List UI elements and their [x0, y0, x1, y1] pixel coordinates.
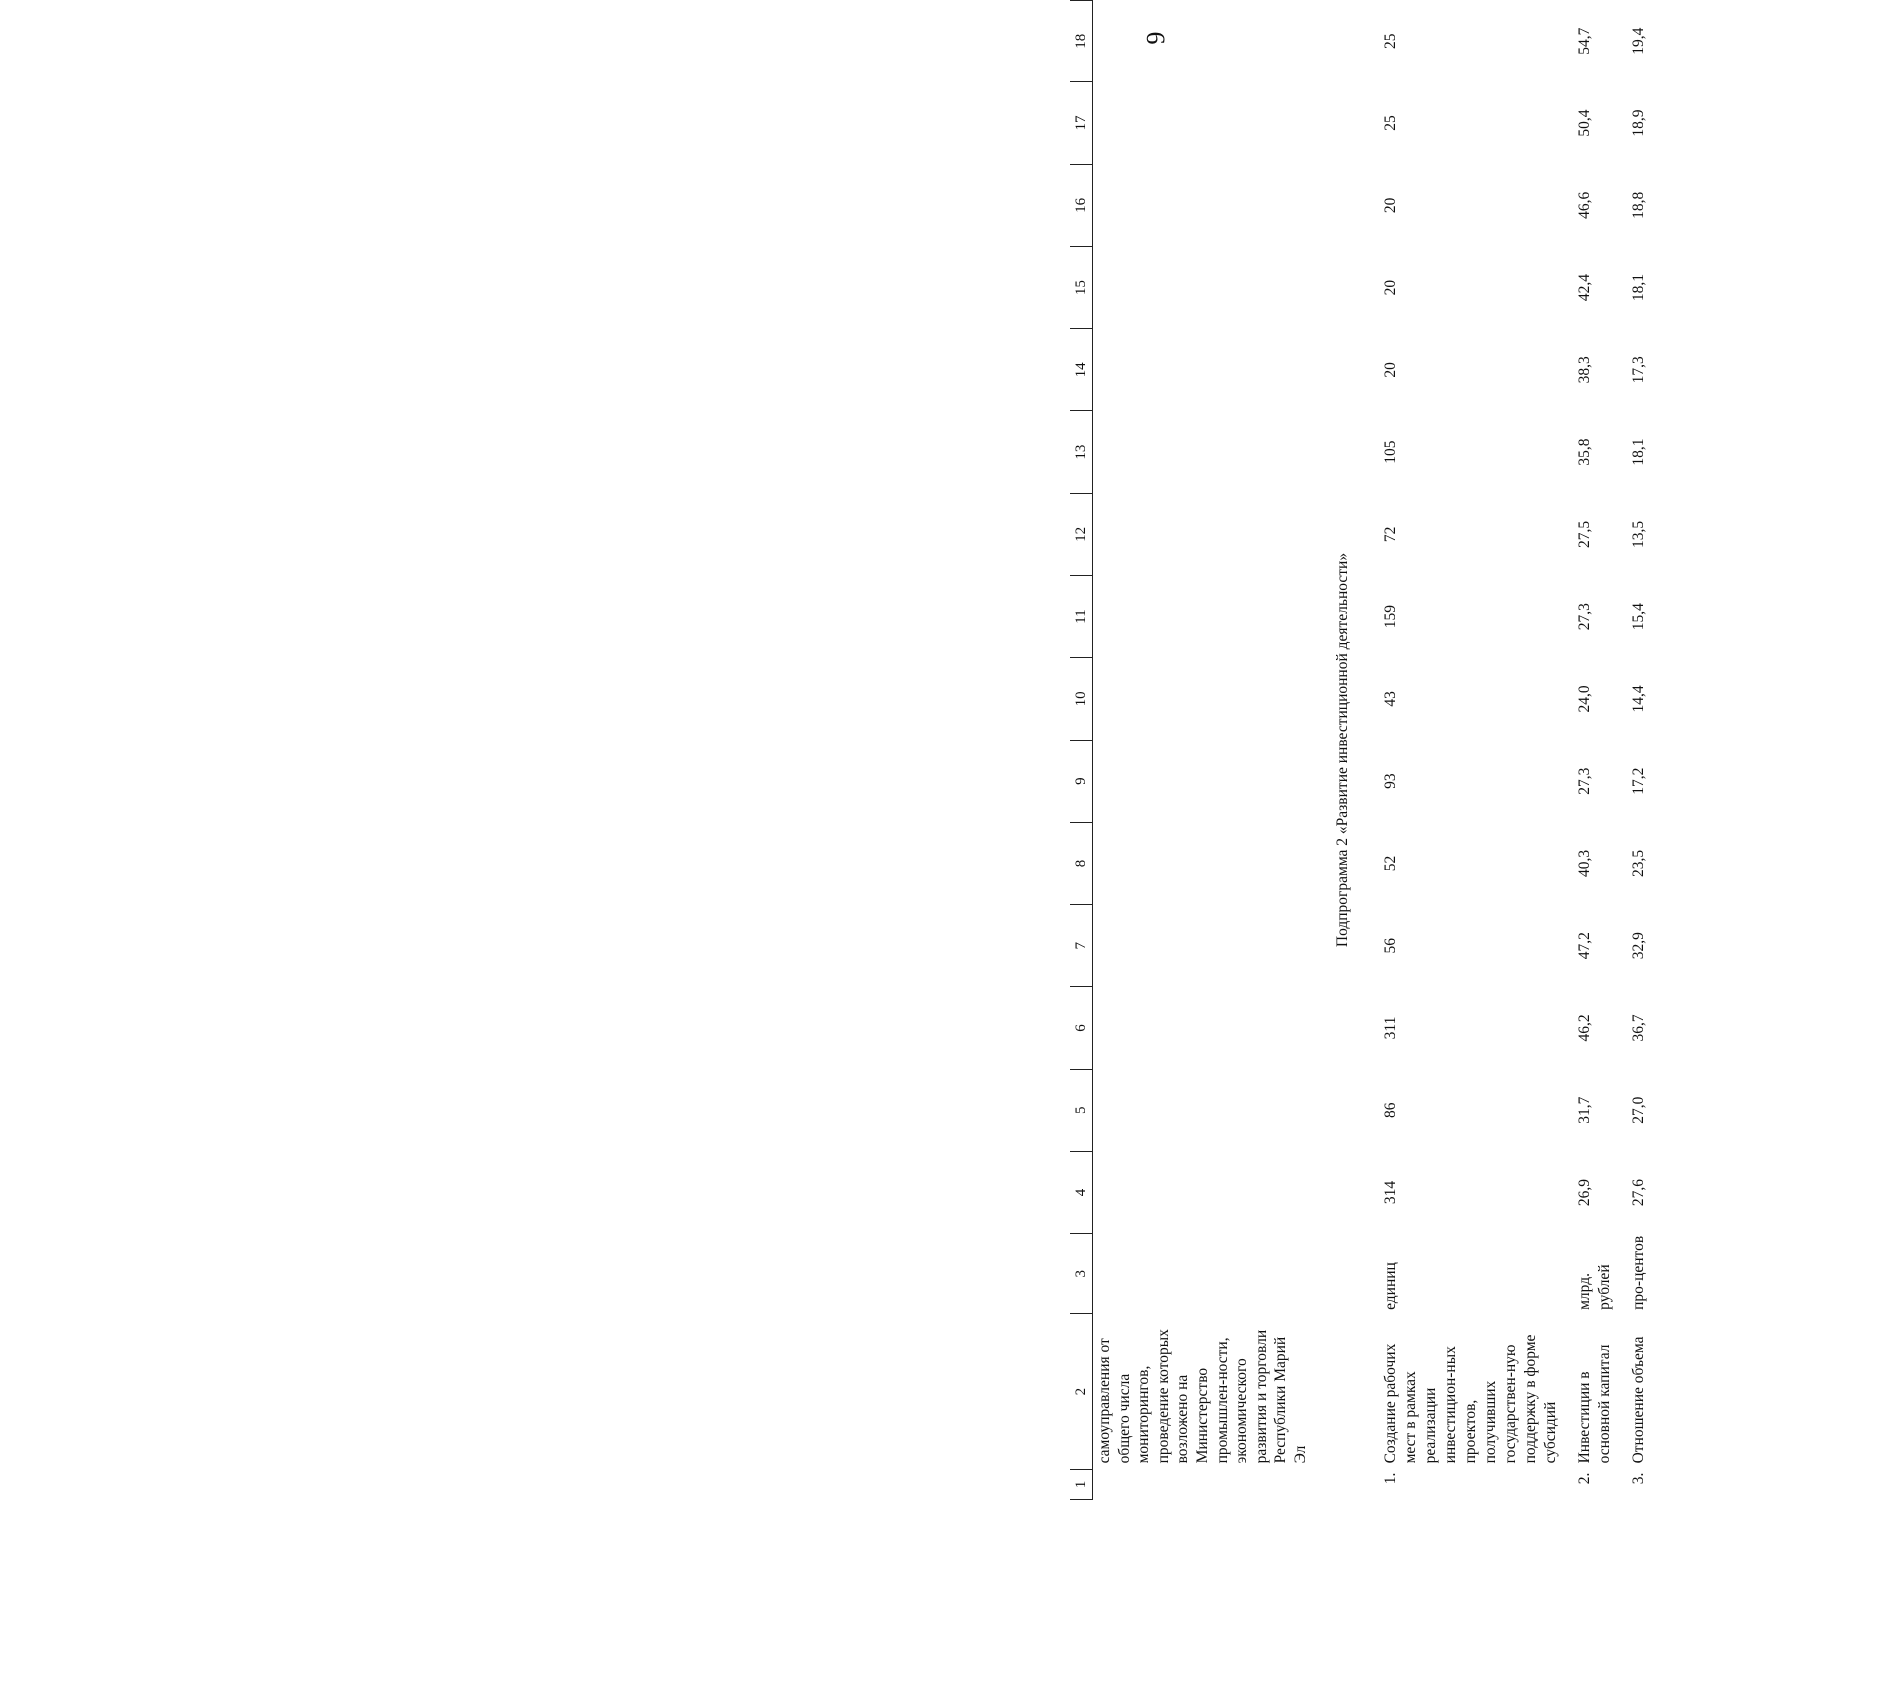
value-cell: 27,3 [1575, 767, 1593, 795]
col-header: 16 [1070, 164, 1093, 246]
value-cell: 159 [1381, 605, 1399, 629]
value-cell: 27,5 [1575, 520, 1593, 548]
value-cell: 40,3 [1575, 849, 1593, 877]
col-header: 17 [1070, 82, 1093, 164]
value-cell: 46,2 [1575, 1014, 1593, 1042]
value-cell: 56 [1381, 937, 1399, 954]
indicators-table [1070, 0, 1649, 1500]
col-header: 18 [1070, 1, 1093, 82]
table-row-continued [1093, 1, 1311, 1500]
value-cell: 20 [1381, 197, 1399, 214]
value-cell: 42,4 [1575, 274, 1593, 302]
value-cell: 24,0 [1575, 685, 1593, 713]
col-header: 11 [1070, 576, 1093, 658]
unit: млрд. рублей [1575, 1264, 1613, 1310]
value-cell: 36,7 [1629, 1014, 1647, 1042]
value-cell: 25 [1381, 115, 1399, 131]
indicator-name: Создание рабочих мест в рамках реализации инвестицион-ных проектов, получивших государствен-ную поддержку в форме субсидий [1381, 1334, 1559, 1464]
value-cell: 14,4 [1629, 685, 1647, 713]
value-cell: 27,6 [1629, 1178, 1647, 1207]
table-row [1569, 1, 1615, 1500]
column-number-row [1070, 1, 1093, 1500]
indicator-name: Отношение объема [1629, 1336, 1647, 1464]
value-cell: 18,1 [1629, 274, 1647, 302]
value-cell: 27,0 [1629, 1096, 1647, 1124]
unit: про-центов [1629, 1235, 1647, 1310]
col-header: 3 [1070, 1234, 1093, 1314]
value-cell: 18,9 [1629, 109, 1647, 137]
value-cell: 17,2 [1629, 767, 1647, 795]
col-header: 14 [1070, 329, 1093, 411]
row-number: 2. [1575, 1472, 1593, 1485]
value-cell: 13,5 [1629, 520, 1647, 548]
table-row [1375, 1, 1561, 1500]
value-cell: 15,4 [1629, 603, 1647, 631]
value-cell: 72 [1381, 526, 1399, 543]
value-cell: 18,1 [1629, 438, 1647, 466]
col-header: 2 [1070, 1314, 1093, 1470]
row-number: 3. [1629, 1472, 1647, 1485]
col-header: 1 [1070, 1469, 1093, 1499]
col-header: 13 [1070, 411, 1093, 493]
value-cell: 32,9 [1629, 932, 1647, 960]
value-cell: 43 [1381, 691, 1399, 707]
value-cell: 86 [1381, 1102, 1399, 1118]
col-header: 9 [1070, 740, 1093, 822]
value-cell: 20 [1381, 279, 1399, 296]
col-header: 12 [1070, 493, 1093, 575]
col-header: 10 [1070, 658, 1093, 740]
value-cell: 47,2 [1575, 932, 1593, 960]
table-row [1623, 1, 1649, 1500]
value-cell: 17,3 [1629, 356, 1647, 384]
value-cell: 105 [1381, 440, 1399, 464]
subprogram-title: Подпрограмма 2 «Развитие инвестиционной деятельности» [1333, 552, 1351, 948]
subprogram-row [1311, 1, 1375, 1500]
page-number: 6 [1141, 31, 1170, 45]
indicator-name: Инвестиции в основной капитал [1575, 1344, 1613, 1464]
value-cell: 35,8 [1575, 438, 1593, 466]
value-cell: 311 [1381, 1016, 1399, 1040]
value-cell: 38,3 [1575, 356, 1593, 384]
col-header: 8 [1070, 822, 1093, 904]
indicator-name: самоуправления от общего числа мониторингов, проведение которых возложено на Министерство промышлен-ности, экономического развития и торговли Республики Марий Эл [1096, 1329, 1309, 1464]
value-cell: 20 [1381, 362, 1399, 378]
value-cell: 31,7 [1575, 1096, 1593, 1124]
rotated-page-content [1070, 0, 1900, 1500]
col-header: 7 [1070, 905, 1093, 987]
value-cell: 314 [1381, 1180, 1399, 1205]
col-header: 5 [1070, 1069, 1093, 1151]
unit: единиц [1381, 1262, 1399, 1310]
col-header: 15 [1070, 246, 1093, 328]
value-cell: 25 [1381, 33, 1399, 49]
value-cell: 93 [1381, 773, 1399, 789]
value-cell: 19,4 [1629, 27, 1647, 55]
value-cell: 46,6 [1575, 191, 1593, 219]
col-header: 4 [1070, 1151, 1093, 1233]
value-cell: 23,5 [1629, 849, 1647, 877]
row-number: 1. [1381, 1472, 1399, 1485]
value-cell: 52 [1381, 855, 1399, 872]
value-cell: 27,3 [1575, 603, 1593, 631]
value-cell: 50,4 [1575, 109, 1593, 137]
value-cell: 18,8 [1629, 191, 1647, 219]
value-cell: 26,9 [1575, 1178, 1593, 1207]
col-header: 6 [1070, 987, 1093, 1069]
value-cell: 54,7 [1575, 27, 1593, 55]
